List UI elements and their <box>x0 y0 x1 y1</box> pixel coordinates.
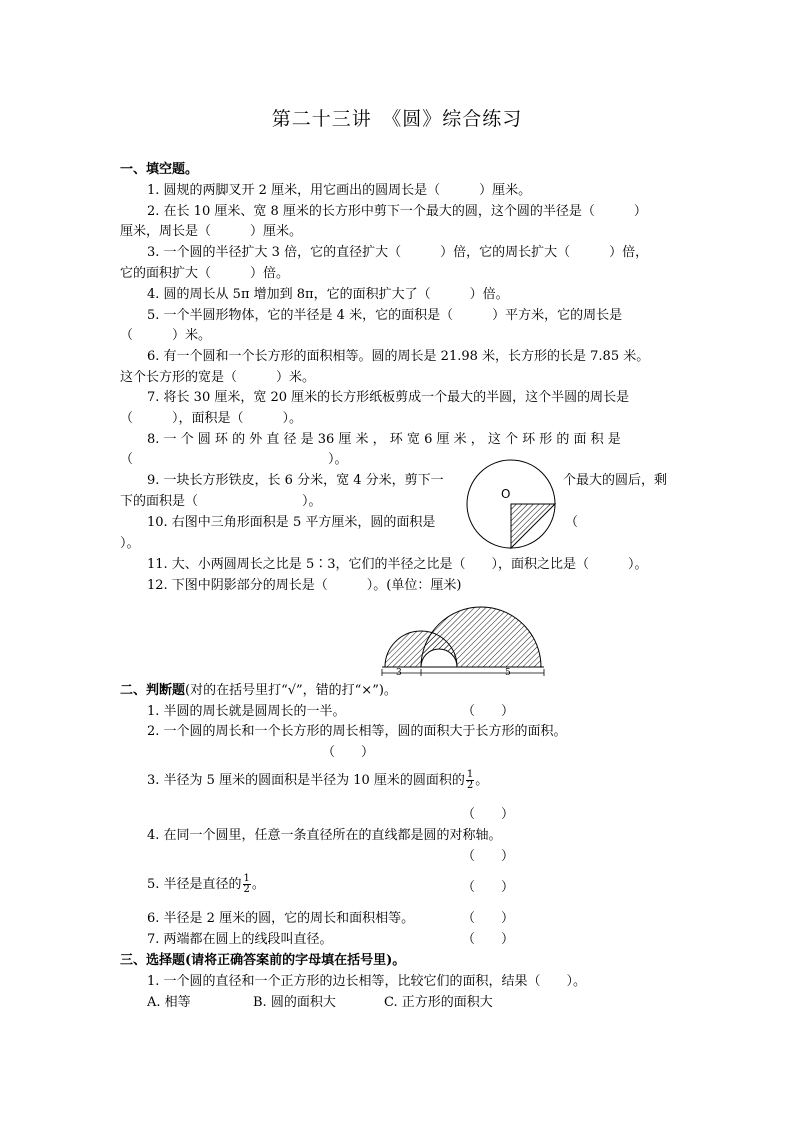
judge-q5 <box>147 874 265 895</box>
fill-q9-line1: 9. 一块长方形铁皮，长 6 分米，宽 4 分米，剪下一 <box>147 473 444 488</box>
choice-q1: 1. 一个圆的直径和一个正方形的边长相等，比较它们的面积，结果（ ）。 <box>147 974 587 989</box>
fraction-numerator: 1 <box>466 769 474 780</box>
section3-heading: 三、选择题(请将正确答案前的字母填在括号里)。 <box>120 953 406 968</box>
judge-q6-answer-box[interactable]: （ ） <box>462 911 515 926</box>
judge-q4-answer-box[interactable]: （ ） <box>462 849 515 864</box>
circle-center-label: O <box>501 487 511 501</box>
choice-option-a: A. 相等 <box>147 995 191 1010</box>
circle-triangle-figure <box>466 458 558 550</box>
judge-q2-answer-box[interactable]: （ ） <box>322 745 375 760</box>
fill-q10-line2: ）。 <box>120 536 140 551</box>
fill-q1: 1. 圆规的两脚叉开 2 厘米，用它画出的圆周长是（ ）厘米。 <box>147 183 532 198</box>
fill-q11: 11. 大、小两圆周长之比是 5∶3，它们的半径之比是（ ），面积之比是（ ）。 <box>147 557 648 572</box>
fill-q9-line2: 下的面积是（ ）。 <box>120 494 322 509</box>
judge-q7: 7. 两端都在圆上的线段叫直径。 <box>147 932 333 947</box>
judge-q3-text: 3. 半径为 5 厘米的圆面积是半径为 10 厘米的圆面积的 <box>147 773 465 788</box>
fill-q2-line2: 厘米，周长是（ ）厘米。 <box>120 224 303 239</box>
judge-q2: 2. 一个圆的周长和一个长方形的周长相等，圆的面积大于长方形的面积。 <box>147 724 567 739</box>
fill-q5-line1: 5. 一个半圆形物体，它的半径是 4 米，它的面积是（ ）平方米，它的周长是 <box>147 308 623 323</box>
fill-q6-line2: 这个长方形的宽是（ ）米。 <box>120 370 316 385</box>
fill-q7-line1: 7. 将长 30 厘米，宽 20 厘米的长方形纸板剪成一个最大的半圆，这个半圆的周长是 <box>147 390 630 405</box>
section2-heading-note: (对的在括号里打“√”，错的打“×”)。 <box>185 683 397 698</box>
fraction-numerator: 1 <box>243 873 250 884</box>
judge-q4: 4. 在同一个圆里，任意一条直径所在的直线都是圆的对称轴。 <box>147 828 502 843</box>
fill-q9-line1-end: 个最大的圆后，剩 <box>563 473 668 488</box>
judge-q5-text: 5. 半径是直径的 <box>147 877 242 892</box>
semicircles-figure <box>380 600 548 678</box>
judge-q7-answer-box[interactable]: （ ） <box>462 932 515 947</box>
judge-q5-answer-box[interactable]: （ ） <box>462 880 515 895</box>
section2-heading: 二、判断题 <box>120 683 186 698</box>
fill-q2-line1: 2. 在长 10 厘米、宽 8 厘米的长方形中剪下一个最大的圆，这个圆的半径是（ ） <box>147 204 647 219</box>
dimension-label-small: 3 <box>396 668 402 678</box>
fraction-denominator: 2 <box>466 780 474 791</box>
fill-q3-line1: 3. 一个圆的半径扩大 3 倍，它的直径扩大（ ）倍，它的周长扩大（ ）倍， <box>147 245 649 260</box>
fill-q6-line1: 6. 有一个圆和一个长方形的面积相等。圆的周长是 21.98 米，长方形的长是 7.85 米。 <box>147 349 650 364</box>
judge-q3 <box>147 770 488 791</box>
fill-q10-line1: 10. 右图中三角形面积是 5 平方厘米，圆的面积是 <box>147 515 436 530</box>
fill-q5-line2: （ ）米。 <box>120 328 212 343</box>
fill-q12: 12. 下图中阴影部分的周长是（ ）。(单位：厘米) <box>147 578 462 593</box>
fill-q8-line1: 8. 一 个 圆 环 的 外 直 径 是 36 厘 米 ， 环 宽 6 厘 米 ， 这 个 环 形 的 面 积 是 <box>147 432 621 447</box>
fill-q8-line2: （ ）。 <box>120 452 348 467</box>
judge-q1-answer-box[interactable]: （ ） <box>462 704 515 719</box>
judge-q5-end: 。 <box>251 877 265 892</box>
choice-option-c: C. 正方形的面积大 <box>384 995 493 1010</box>
judge-q1: 1. 半圆的周长就是圆周长的一半。 <box>147 704 346 719</box>
judge-q3-answer-box[interactable]: （ ） <box>462 807 515 822</box>
fraction-denominator: 2 <box>243 884 250 895</box>
fill-q10-paren: （ <box>565 515 579 530</box>
fill-q3-line2: 它的面积扩大（ ）倍。 <box>120 266 290 281</box>
page-title: 第二十三讲 《圆》综合练习 <box>271 108 523 130</box>
judge-q6: 6. 半径是 2 厘米的圆，它的周长和面积相等。 <box>147 911 415 926</box>
section1-heading: 一、填空题。 <box>120 162 199 177</box>
fraction-one-half <box>243 874 251 895</box>
choice-option-b: B. 圆的面积大 <box>253 995 336 1010</box>
judge-q3-end: 。 <box>475 773 489 788</box>
section2-heading-line <box>120 683 397 699</box>
fill-q7-line2: （ ），面积是（ ）。 <box>120 411 303 426</box>
fill-q4: 4. 圆的周长从 5π 增加到 8π，它的面积扩大了（ ）倍。 <box>147 287 509 302</box>
fraction-one-half <box>466 770 474 791</box>
dimension-label-large: 5 <box>505 668 511 678</box>
